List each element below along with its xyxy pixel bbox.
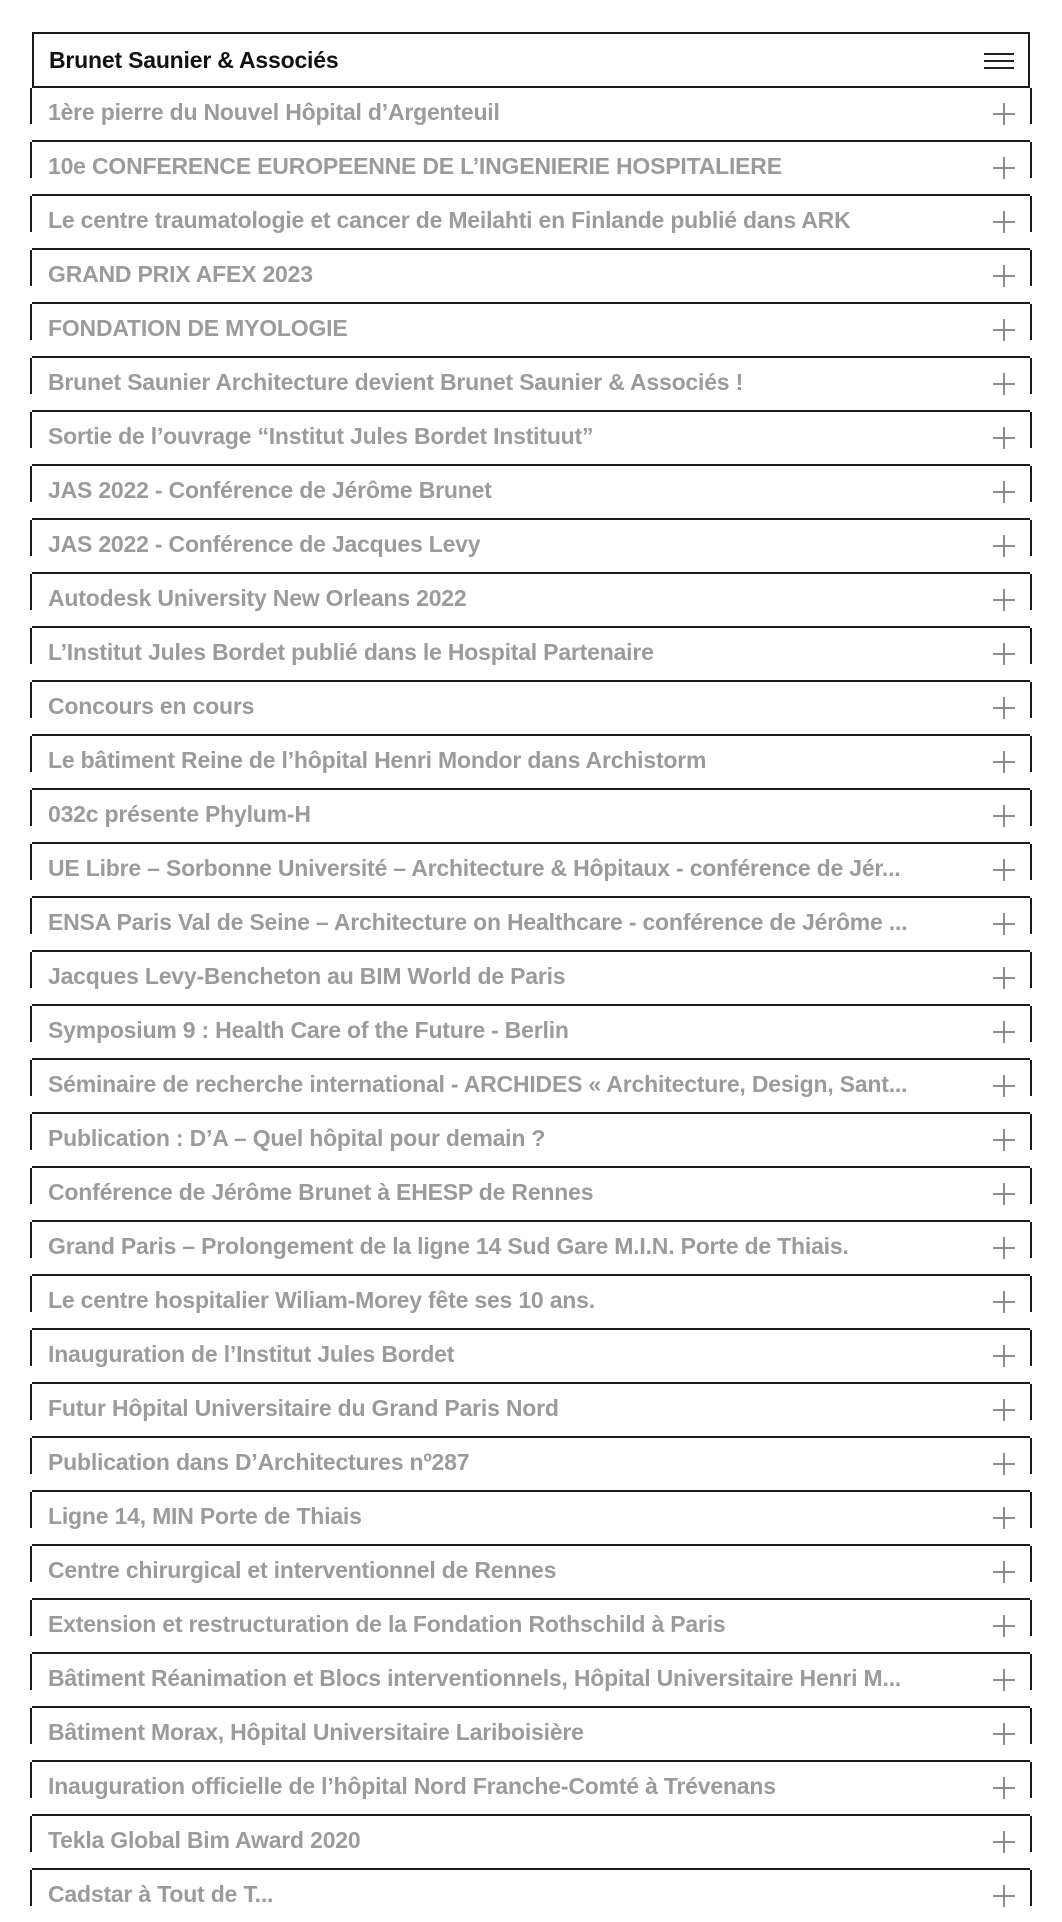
accordion-item-title: Bâtiment Réanimation et Blocs interventionnels, Hôpital Universitaire Henri M... bbox=[48, 1665, 902, 1692]
accordion-item[interactable] bbox=[32, 86, 1030, 140]
accordion-item-title: Séminaire de recherche international - ARCHIDES « Architecture, Design, Sant... bbox=[48, 1071, 908, 1098]
accordion-item[interactable] bbox=[32, 950, 1030, 1004]
plus-icon[interactable] bbox=[993, 103, 1015, 125]
accordion-item[interactable] bbox=[32, 1598, 1030, 1652]
accordion-item-title: Sortie de l’ouvrage “Institut Jules Bordet Instituut” bbox=[48, 423, 594, 450]
accordion-item-title: 032c présente Phylum-H bbox=[48, 801, 311, 828]
accordion-item-title: Conférence de Jérôme Brunet à EHESP de Rennes bbox=[48, 1179, 594, 1206]
accordion-item-title: Le centre traumatologie et cancer de Meilahti en Finlande publié dans ARK bbox=[48, 207, 851, 234]
accordion-item-title: Concours en cours bbox=[48, 693, 255, 720]
accordion-item-title: GRAND PRIX AFEX 2023 bbox=[48, 261, 313, 288]
accordion-item-title: JAS 2022 - Conférence de Jacques Levy bbox=[48, 531, 481, 558]
accordion-item[interactable] bbox=[32, 734, 1030, 788]
plus-icon[interactable] bbox=[993, 1885, 1015, 1907]
accordion-item-title: JAS 2022 - Conférence de Jérôme Brunet bbox=[48, 477, 492, 504]
accordion-item[interactable] bbox=[32, 464, 1030, 518]
accordion-item[interactable] bbox=[32, 1544, 1030, 1598]
accordion-item-title: L’Institut Jules Bordet publié dans le Hospital Partenaire bbox=[48, 639, 654, 666]
plus-icon[interactable] bbox=[993, 1615, 1015, 1637]
plus-icon[interactable] bbox=[993, 1453, 1015, 1475]
accordion-item[interactable] bbox=[32, 842, 1030, 896]
plus-icon[interactable] bbox=[993, 157, 1015, 179]
accordion-item[interactable] bbox=[32, 572, 1030, 626]
accordion-item[interactable] bbox=[32, 1112, 1030, 1166]
plus-icon[interactable] bbox=[993, 1561, 1015, 1583]
plus-icon[interactable] bbox=[993, 373, 1015, 395]
plus-icon[interactable] bbox=[993, 1237, 1015, 1259]
site-brand[interactable]: Brunet Saunier & Associés bbox=[49, 46, 339, 73]
accordion-item-title: Jacques Levy-Bencheton au BIM World de Paris bbox=[48, 963, 566, 990]
accordion-item[interactable] bbox=[32, 410, 1030, 464]
plus-icon[interactable] bbox=[993, 481, 1015, 503]
plus-icon[interactable] bbox=[993, 697, 1015, 719]
plus-icon[interactable] bbox=[993, 265, 1015, 287]
accordion-item-title: Publication : D’A – Quel hôpital pour demain ? bbox=[48, 1125, 546, 1152]
accordion-item[interactable] bbox=[32, 1274, 1030, 1328]
plus-icon[interactable] bbox=[993, 643, 1015, 665]
accordion-item-title: Ligne 14, MIN Porte de Thiais bbox=[48, 1503, 362, 1530]
accordion-item[interactable] bbox=[32, 680, 1030, 734]
menu-line bbox=[984, 67, 1014, 69]
plus-icon[interactable] bbox=[993, 535, 1015, 557]
plus-icon[interactable] bbox=[993, 319, 1015, 341]
hamburger-menu-icon[interactable] bbox=[984, 50, 1014, 72]
accordion-item-title: Autodesk University New Orleans 2022 bbox=[48, 585, 467, 612]
accordion-item[interactable] bbox=[32, 1328, 1030, 1382]
accordion-item[interactable] bbox=[32, 1436, 1030, 1490]
accordion-item[interactable] bbox=[32, 1220, 1030, 1274]
accordion-item[interactable] bbox=[32, 1004, 1030, 1058]
plus-icon[interactable] bbox=[993, 427, 1015, 449]
plus-icon[interactable] bbox=[993, 1129, 1015, 1151]
plus-icon[interactable] bbox=[993, 1021, 1015, 1043]
accordion-item-title: Inauguration de l’Institut Jules Bordet bbox=[48, 1341, 455, 1368]
accordion-item-title: Inauguration officielle de l’hôpital Nord Franche-Comté à Trévenans bbox=[48, 1773, 776, 1800]
news-accordion-list bbox=[32, 86, 1030, 1922]
accordion-item-title: Centre chirurgical et interventionnel de Rennes bbox=[48, 1557, 557, 1584]
accordion-item-title: Publication dans D’Architectures nº287 bbox=[48, 1449, 470, 1476]
plus-icon[interactable] bbox=[993, 805, 1015, 827]
accordion-item[interactable] bbox=[32, 194, 1030, 248]
plus-icon[interactable] bbox=[993, 1345, 1015, 1367]
accordion-item-title: Le centre hospitalier Wiliam-Morey fête ses 10 ans. bbox=[48, 1287, 595, 1314]
plus-icon[interactable] bbox=[993, 1669, 1015, 1691]
accordion-item[interactable] bbox=[32, 248, 1030, 302]
accordion-item[interactable] bbox=[32, 1814, 1030, 1868]
menu-line bbox=[984, 53, 1014, 55]
plus-icon[interactable] bbox=[993, 913, 1015, 935]
accordion-item[interactable] bbox=[32, 1652, 1030, 1706]
site-header bbox=[32, 32, 1030, 86]
plus-icon[interactable] bbox=[993, 967, 1015, 989]
accordion-item-title: FONDATION DE MYOLOGIE bbox=[48, 315, 348, 342]
plus-icon[interactable] bbox=[993, 1075, 1015, 1097]
accordion-item[interactable] bbox=[32, 1490, 1030, 1544]
plus-icon[interactable] bbox=[993, 1507, 1015, 1529]
accordion-item[interactable] bbox=[32, 896, 1030, 950]
accordion-item[interactable] bbox=[32, 1166, 1030, 1220]
accordion-item-title: Futur Hôpital Universitaire du Grand Paris Nord bbox=[48, 1395, 559, 1422]
accordion-item-title: Le bâtiment Reine de l’hôpital Henri Mondor dans Archistorm bbox=[48, 747, 707, 774]
accordion-item[interactable] bbox=[32, 626, 1030, 680]
plus-icon[interactable] bbox=[993, 751, 1015, 773]
accordion-item-title: Bâtiment Morax, Hôpital Universitaire Lariboisière bbox=[48, 1719, 584, 1746]
accordion-item-title: Grand Paris – Prolongement de la ligne 14 Sud Gare M.I.N. Porte de Thiais. bbox=[48, 1233, 849, 1260]
plus-icon[interactable] bbox=[993, 211, 1015, 233]
plus-icon[interactable] bbox=[993, 1291, 1015, 1313]
accordion-item-title: 10e CONFERENCE EUROPEENNE DE L’INGENIERIE HOSPITALIERE bbox=[48, 153, 782, 180]
plus-icon[interactable] bbox=[993, 1399, 1015, 1421]
accordion-item-title: ENSA Paris Val de Seine – Architecture on Healthcare - conférence de Jérôme ... bbox=[48, 909, 908, 936]
accordion-item[interactable] bbox=[32, 356, 1030, 410]
accordion-item-title: Extension et restructuration de la Fondation Rothschild à Paris bbox=[48, 1611, 726, 1638]
accordion-item-title: Cadstar à Tout de T... bbox=[48, 1881, 274, 1908]
plus-icon[interactable] bbox=[993, 1777, 1015, 1799]
accordion-item[interactable] bbox=[32, 1760, 1030, 1814]
accordion-item[interactable] bbox=[32, 140, 1030, 194]
accordion-item-title: Brunet Saunier Architecture devient Brunet Saunier & Associés ! bbox=[48, 369, 744, 396]
accordion-item[interactable] bbox=[32, 1058, 1030, 1112]
page-frame bbox=[32, 32, 1030, 1922]
accordion-item[interactable] bbox=[32, 788, 1030, 842]
plus-icon[interactable] bbox=[993, 1183, 1015, 1205]
plus-icon[interactable] bbox=[993, 589, 1015, 611]
plus-icon[interactable] bbox=[993, 859, 1015, 881]
plus-icon[interactable] bbox=[993, 1723, 1015, 1745]
accordion-item-title: UE Libre – Sorbonne Université – Architecture & Hôpitaux - conférence de Jér... bbox=[48, 855, 901, 882]
plus-icon[interactable] bbox=[993, 1831, 1015, 1853]
accordion-item[interactable] bbox=[32, 1382, 1030, 1436]
accordion-item[interactable] bbox=[32, 518, 1030, 572]
accordion-item[interactable] bbox=[32, 1706, 1030, 1760]
accordion-item[interactable] bbox=[32, 302, 1030, 356]
menu-line bbox=[984, 60, 1014, 62]
accordion-item-title: Tekla Global Bim Award 2020 bbox=[48, 1827, 361, 1854]
accordion-item-title: Symposium 9 : Health Care of the Future - Berlin bbox=[48, 1017, 569, 1044]
accordion-item-title: 1ère pierre du Nouvel Hôpital d’Argenteuil bbox=[48, 99, 500, 126]
accordion-item[interactable] bbox=[32, 1868, 1030, 1922]
